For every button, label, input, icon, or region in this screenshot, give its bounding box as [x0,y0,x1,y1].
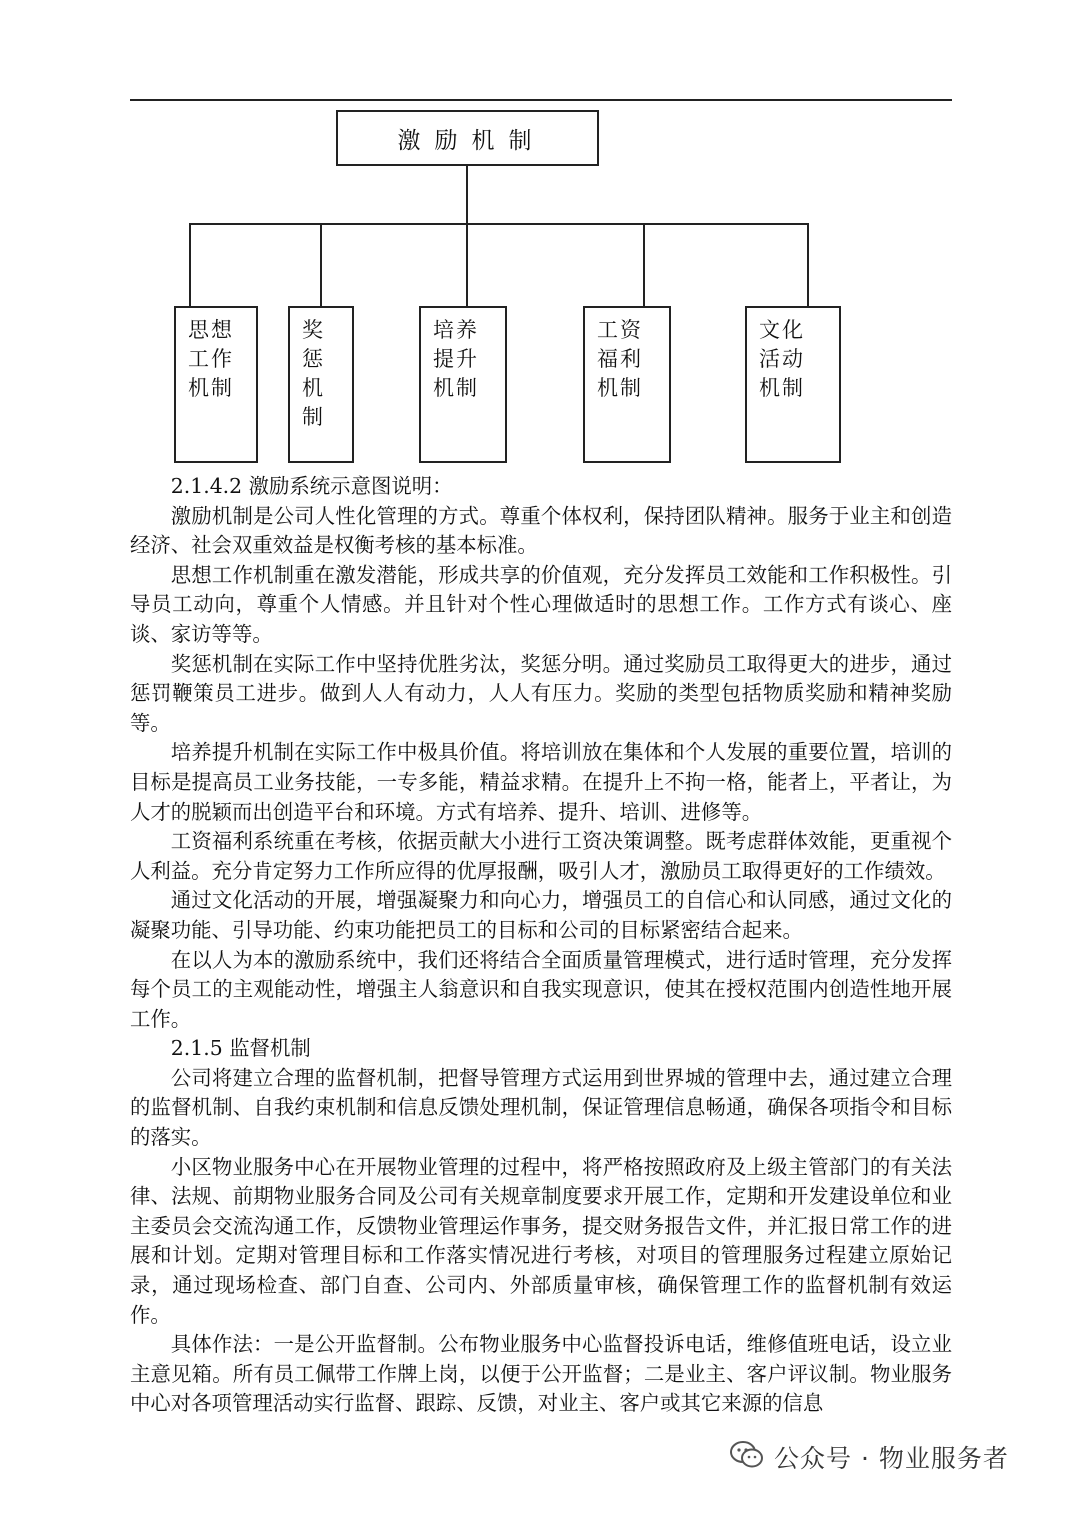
connector-drop [466,223,468,307]
diagram-child-box [583,306,671,463]
diagram-child-box [288,306,354,463]
diagram-child-label: 文化 活动 机制 [759,318,805,400]
paragraph: 公司将建立合理的监督机制，把督导管理方式运用到世界城的管理中去，通过建立合理的监督机制、自我约束机制和信息反馈处理机制，保证管理信息畅通，确保各项指令和目标的落实。 [130,1065,952,1150]
diagram-child-label: 思想 工作 机制 [188,318,234,400]
section-heading: 2.1.5 监督机制 [170,1036,311,1061]
diagram-root-label: 激励机制 [397,127,546,154]
paragraph: 在以人为本的激励系统中，我们还将结合全面质量管理模式，进行适时管理，充分发挥每个员工的主观能动性，增强主人翁意识和自我实现意识，使其在授权范围内创造性地开展工作。 [130,947,952,1031]
diagram-child-box [745,306,841,463]
connector-drop [189,223,191,307]
diagram-child-box [174,306,258,463]
body-text [130,472,952,1419]
connector-drop [807,223,809,307]
diagram-child-label: 工资 福利 机制 [597,318,643,400]
watermark [730,1437,1009,1477]
connector-drop [320,223,322,307]
paragraph: 具体作法：一是公开监督制。公布物业服务中心监督投诉电话，维修值班电话，设立业主意见箱。所有员工佩带工作牌上岗，以便于公开监督；二是业主、客户评议制。物业服务中心对各项管理活动实行监督、跟踪、反馈，对业主、客户或其它来源的信息 [130,1332,952,1416]
wechat-icon [730,1440,764,1474]
section-heading: 2.1.4.2 激励系统示意图说明： [170,474,453,498]
watermark-text: 公众号 · 物业服务者 [774,1444,1009,1473]
paragraph: 培养提升机制在实际工作中极具价值。将培训放在集体和个人发展的重要位置，培训的目标是提高员工业务技能，一专多能，精益求精。在提升上不拘一格，能者上，平者让，为人才的脱颖而出创造平台和环境。方式有培养、提升、培训、进修等。 [130,740,952,824]
diagram-child-label: 培养 提升 机制 [433,318,479,400]
paragraph: 激励机制是公司人性化管理的方式。尊重个体权利，保持团队精神。服务于业主和创造经济、社会双重效益是权衡考核的基本标准。 [130,503,952,558]
diagram-child-box [419,306,507,463]
incentive-diagram [0,0,1080,470]
paragraph: 思想工作机制重在激发潜能，形成共享的价值观，充分发挥员工效能和工作积极性。引导员工动向，尊重个人情感。并且针对个性心理做适时的思想工作。工作方式有谈心、座谈、家访等等。 [130,562,952,646]
diagram-root-box [336,110,599,166]
diagram-child-label: 奖 惩 机 制 [302,318,325,429]
connector-bus [189,223,809,225]
connector-trunk [466,166,468,224]
paragraph: 小区物业服务中心在开展物业管理的过程中，将严格按照政府及上级主管部门的有关法律、法规、前期物业服务合同及公司有关规章制度要求开展工作，定期和开发建设单位和业主委员会交流沟通工作，反馈物业管理运作事务，提交财务报告文件，并汇报日常工作的进展和计划。定期对管理目标和工作落实情况进行考核，对项目的管理服务过程建立原始记录，通过现场检查、部门自查、公司内、外部质量审核，确保管理工作的监督机制有效运作。 [130,1154,952,1327]
paragraph: 工资福利系统重在考核，依据贡献大小进行工资决策调整。既考虑群体效能，更重视个人利益。充分肯定努力工作所应得的优厚报酬，吸引人才，激励员工取得更好的工作绩效。 [130,829,952,883]
paragraph: 通过文化活动的开展，增强凝聚力和向心力，增强员工的自信心和认同感，通过文化的凝聚功能、引导功能、约束功能把员工的目标和公司的目标紧密结合起来。 [130,888,952,942]
connector-drop [643,223,645,307]
paragraph: 奖惩机制在实际工作中坚持优胜劣汰，奖惩分明。通过奖励员工取得更大的进步，通过惩罚鞭策员工进步。做到人人有动力，人人有压力。奖励的类型包括物质奖励和精神奖励等。 [130,651,952,735]
